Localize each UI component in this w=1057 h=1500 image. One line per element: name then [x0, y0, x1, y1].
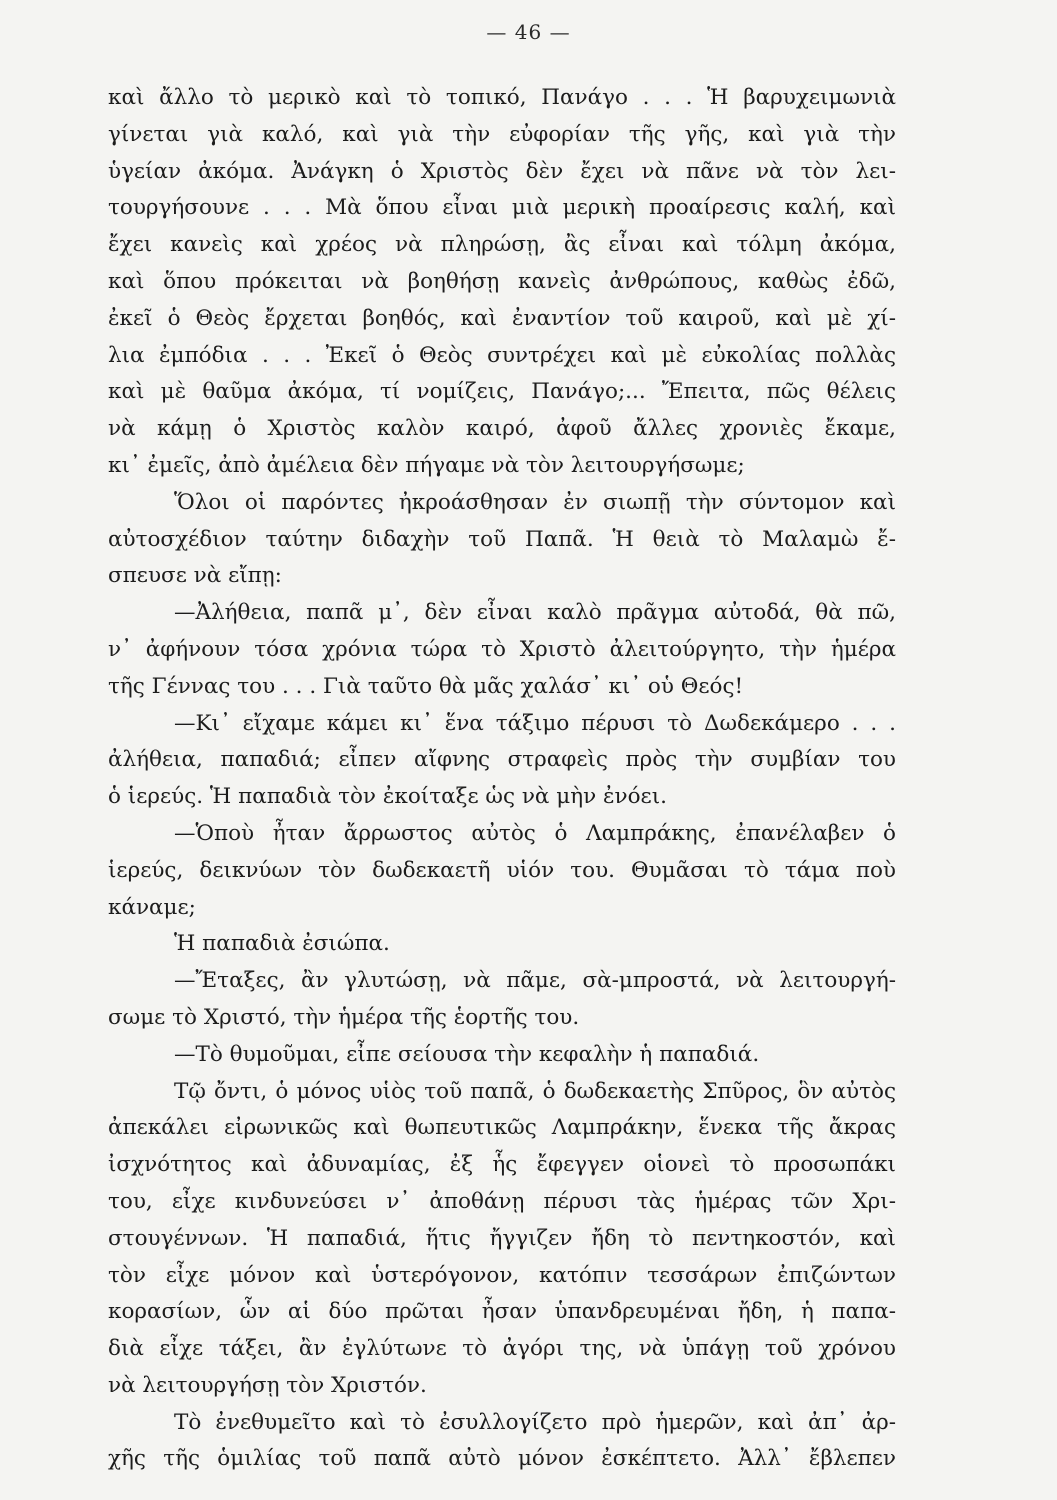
text-line: —Ἔταξες, ἂν γλυτώσῃ, νὰ πᾶμε, σὰ-μπροστά, νὰ λειτουργή- — [174, 968, 896, 994]
text-line: διὰ εἶχε τάξει, ἂν ἐγλύτωνε τὸ ἀγόρι της, νὰ ὑπάγῃ τοῦ χρόνου — [108, 1336, 896, 1362]
text-line: κορασίων, ὧν αἱ δύο πρῶται ἦσαν ὑπανδρευμέναι ἤδη, ἡ παπα- — [108, 1299, 896, 1325]
text-line: καὶ ἄλλο τὸ μερικὸ καὶ τὸ τοπικό, Πανάγο . . . Ἡ βαρυχειμωνιὰ — [108, 85, 896, 110]
text-line: ἀπεκάλει εἰρωνικῶς καὶ θωπευτικῶς Λαμπράκην, ἕνεκα τῆς ἄκρας — [108, 1115, 896, 1141]
body-text — [108, 80, 896, 1478]
text-line: —Τὸ θυμοῦμαι, εἶπε σείουσα τὴν κεφαλὴν ἡ παπαδιά. — [174, 1041, 760, 1067]
text-line: Τὸ ἐνεθυμεῖτο καὶ τὸ ἐσυλλογίζετο πρὸ ἡμερῶν, καὶ ἀπ᾿ ἀρ- — [174, 1409, 896, 1435]
page-number: — 46 — — [486, 20, 571, 44]
text-line: κι᾿ ἐμεῖς, ἀπὸ ἀμέλεια δὲν πήγαμε νὰ τὸν λειτουργήσωμε; — [108, 452, 745, 478]
text-line: —Κι᾿ εἴχαμε κάμει κι᾿ ἕνα τάξιμο πέρυσι τὸ Δωδεκάμερο . . . — [174, 710, 896, 736]
text-line: Ἡ παπαδιὰ ἐσιώπα. — [174, 931, 390, 957]
text-line: νὰ κάμῃ ὁ Χριστὸς καλὸν καιρό, ἀφοῦ ἄλλες χρονιὲς ἔκαμε, — [108, 416, 896, 442]
text-line: ἰσχνότητος καὶ ἀδυναμίας, ἐξ ἧς ἔφεγγεν οἱονεὶ τὸ προσωπάκι — [108, 1152, 896, 1178]
text-line: αὐτοσχέδιον ταύτην διδαχὴν τοῦ Παπᾶ. Ἡ θειὰ τὸ Μαλαμὼ ἔ- — [108, 526, 896, 552]
text-line: ἔχει κανεὶς καὶ χρέος νὰ πληρώσῃ, ἂς εἶναι καὶ τόλμη ἀκόμα, — [108, 232, 896, 258]
text-line: τουργήσουνε . . . Μὰ ὅπου εἶναι μιὰ μερικὴ προαίρεσις καλή, καὶ — [108, 195, 896, 221]
text-line: —Ὁποὺ ἦταν ἄρρωστος αὐτὸς ὁ Λαμπράκης, ἐπανέλαβεν ὁ — [174, 820, 896, 846]
text-line: καὶ ὅπου πρόκειται νὰ βοηθήσῃ κανεὶς ἀνθρώπους, καθὼς ἐδῶ, — [108, 268, 896, 294]
text-line: Ὅλοι οἱ παρόντες ἠκροάσθησαν ἐν σιωπῇ τὴν σύντομον καὶ — [174, 489, 896, 515]
text-line: στουγέννων. Ἡ παπαδιά, ἥτις ἤγγιζεν ἤδη τὸ πεντηκοστόν, καὶ — [108, 1225, 896, 1251]
text-line: λια ἐμπόδια . . . Ἐκεῖ ὁ Θεὸς συντρέχει καὶ μὲ εὐκολίας πολλὰς — [108, 342, 896, 368]
text-line: γίνεται γιὰ καλό, καὶ γιὰ τὴν εὐφορίαν τῆς γῆς, καὶ γιὰ τὴν — [108, 121, 896, 147]
text-line: —Ἀλήθεια, παπᾶ μ᾿, δὲν εἶναι καλὸ πρᾶγμα αὐτοδά, θὰ πῶ, — [174, 600, 896, 626]
text-line: ἱερεύς, δεικνύων τὸν δωδεκαετῆ υἱόν του. Θυμᾶσαι τὸ τάμα ποὺ — [108, 857, 896, 883]
text-line: καὶ μὲ θαῦμα ἀκόμα, τί νομίζεις, Πανάγο;... Ἔπειτα, πῶς θέλεις — [108, 379, 896, 405]
text-line: τὸν εἶχε μόνον καὶ ὑστερόγονον, κατόπιν τεσσάρων ἐπιζώντων — [108, 1262, 896, 1288]
text-line: του, εἶχε κινδυνεύσει ν᾿ ἀποθάνῃ πέρυσι τὰς ἡμέρας τῶν Χρι- — [108, 1188, 896, 1214]
text-line: τῆς Γέννας του . . . Γιὰ ταῦτο θὰ μᾶς χαλάσ᾿ κι᾿ οὑ Θεός! — [108, 673, 744, 699]
text-line: ὁ ἱερεύς. Ἡ παπαδιὰ τὸν ἐκοίταξε ὡς νὰ μὴν ἐνόει. — [108, 784, 667, 810]
text-line: κάναμε; — [108, 894, 196, 920]
text-line: ἀλήθεια, παπαδιά; εἶπεν αἴφνης στραφεὶς πρὸς τὴν συμβίαν του — [108, 747, 896, 773]
text-line: σωμε τὸ Χριστό, τὴν ἡμέρα τῆς ἑορτῆς του. — [108, 1004, 580, 1030]
text-line: ν᾿ ἀφήνουν τόσα χρόνια τώρα τὸ Χριστὸ ἀλειτούργητο, τὴν ἡμέρα — [108, 636, 896, 662]
text-line: χῆς τῆς ὁμιλίας τοῦ παπᾶ αὐτὸ μόνον ἐσκέπτετο. Ἀλλ᾿ ἔβλεπεν — [108, 1446, 896, 1472]
text-line: ἐκεῖ ὁ Θεὸς ἔρχεται βοηθός, καὶ ἐναντίον τοῦ καιροῦ, καὶ μὲ χί- — [108, 305, 896, 331]
text-line: νὰ λειτουργήσῃ τὸν Χριστόν. — [108, 1372, 427, 1398]
text-line: ὑγείαν ἀκόμα. Ἀνάγκη ὁ Χριστὸς δὲν ἔχει νὰ πᾶνε νὰ τὸν λει- — [108, 158, 896, 184]
text-line: Τῷ ὄντι, ὁ μόνος υἱὸς τοῦ παπᾶ, ὁ δωδεκαετὴς Σπῦρος, ὃν αὐτὸς — [174, 1078, 896, 1104]
text-line: σπευσε νὰ εἴπῃ: — [108, 563, 282, 589]
